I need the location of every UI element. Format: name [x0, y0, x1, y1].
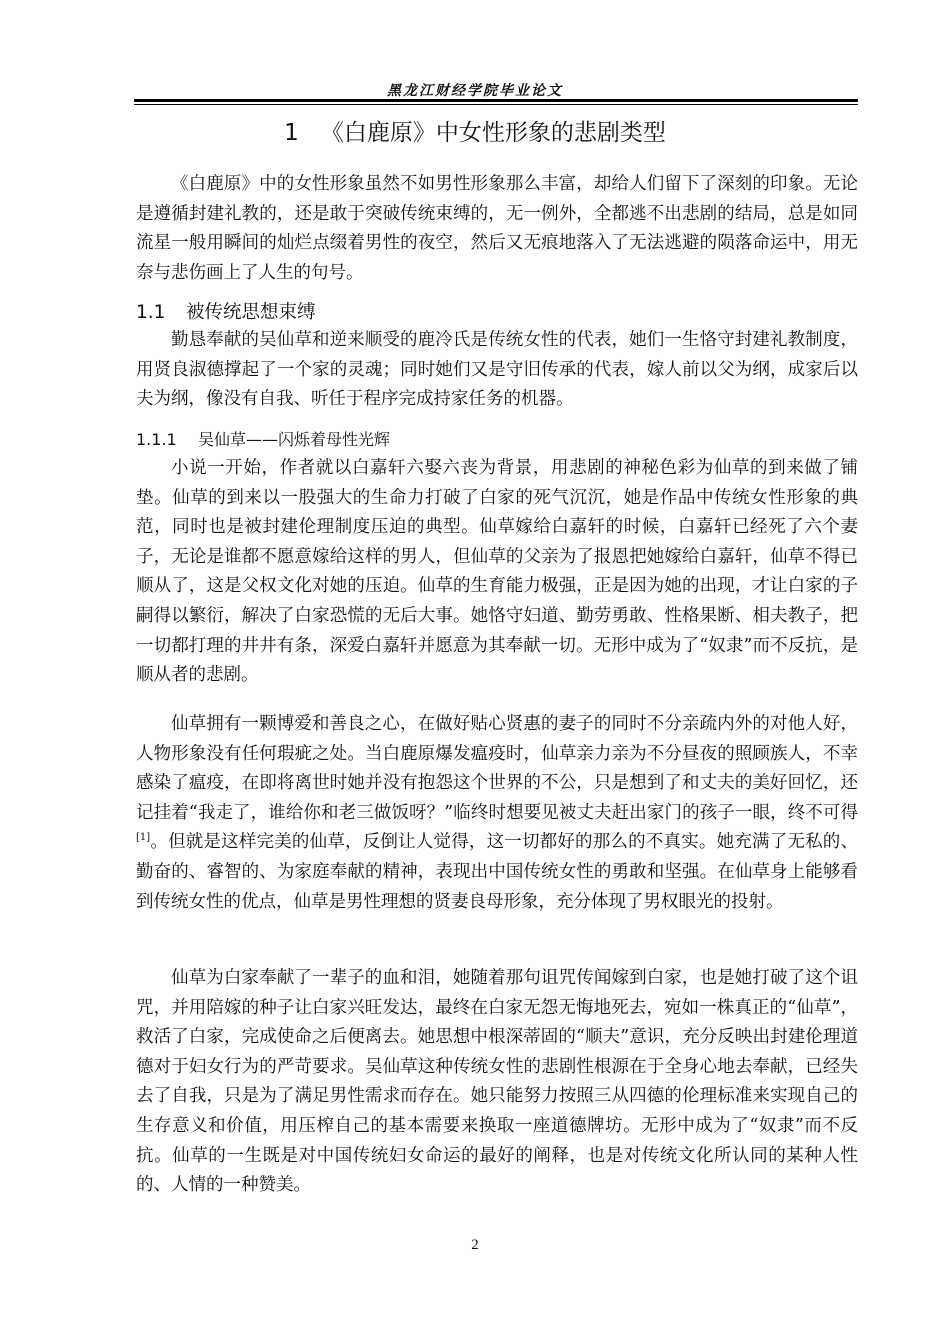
- page-number: 2: [471, 1237, 479, 1253]
- section-paragraph: 勤恳奉献的吴仙草和逆来顺受的鹿冷氏是传统女性的代表，她们一生恪守封建礼教制度，用贤良淑德撑起了一个家的灵魂；同时她们又是守旧传承的代表，嫁人前以父为纲，成家后以夫为纲，像没有自我、听任于程序完成持家任务的机器。: [136, 330, 858, 410]
- chapter-title-text: 《白鹿原》中女性形象的悲剧类型: [320, 120, 666, 146]
- subsection-number: 1.1.1: [136, 430, 177, 449]
- body-paragraph-3: 仙草为白家奉献了一辈子的血和泪，她随着那句诅咒传闻嫁到白家，也是她打破了这个诅咒，并用陪嫁的种子让白家兴旺发达，最终在白家无怨无悔地死去，宛如一株真正的“仙草”，救活了白家，完成使命之后便离去。她思想中根深蒂固的“顺夫”意识，充分反映出封建伦理道德对于妇女行为的严苛要求。吴仙草这种传统女性的悲剧性根源在于全身心地去奉献，已经失去了自我，只是为了满足男性需求而存在。她只能努力按照三从四德的伦理标准来实现自己的生存意义和价值，用压榨自己的基本需要来换取一座道德牌坊。无形中成为了“奴隶”而不反抗。仙草的一生既是对中国传统妇女命运的最好的阐释，也是对传统文化所认同的某种人性的、人情的一种赞美。: [136, 968, 858, 1196]
- citation-reference: [1]: [136, 832, 151, 844]
- subsection-title: 吴仙草——闪烁着母性光辉: [198, 430, 391, 449]
- section-heading: [136, 298, 316, 324]
- running-header: 黑龙江财经学院毕业论文: [387, 83, 563, 99]
- chapter-number: 1: [284, 120, 299, 146]
- section-number: 1.1: [136, 302, 166, 323]
- subsection-heading: [136, 427, 390, 450]
- paragraph-2-text-a: 仙草拥有一颗博爱和善良之心，在做好贴心贤惠的妻子的同时不分亲疏内外的对他人好，人物形象没有任何瑕疵之处。当白鹿原爆发瘟疫时，仙草亲力亲为不分昼夜的照顾族人，不幸感染了瘟疫，在即将离世时她并没有抱怨这个世界的不公，只是想到了和丈夫的美好回忆，还记挂着“我走了，谁给你和老三做饭呀？”临终时想要见被丈夫赶出家门的孩子一眼，终不可得: [136, 714, 858, 823]
- section-title: 被传统思想束缚: [186, 302, 316, 323]
- header-rule-thick: [134, 99, 858, 102]
- body-paragraph-1: 小说一开始，作者就以白嘉轩六娶六丧为背景，用悲剧的神秘色彩为仙草的到来做了铺垫。仙草的到来以一股强大的生命力打破了白家的死气沉沉，她是作品中传统女性形象的典范，同时也是被封建伦理制度压迫的典型。仙草嫁给白嘉轩的时候，白嘉轩已经死了六个妻子，无论是谁都不愿意嫁给这样的男人，但仙草的父亲为了报恩把她嫁给白嘉轩，仙草不得已顺从了，这是父权文化对她的压迫。仙草的生育能力极强，正是因为她的出现，才让白家的子嗣得以繁衍，解决了白家恐慌的无后大事。她恪守妇道、勤劳勇敢、性格果断、相夫教子，把一切都打理的井井有条，深爱白嘉轩并愿意为其奉献一切。无形中成为了“奴隶”而不反抗，是顺从者的悲剧。: [136, 458, 858, 686]
- chapter-title: [0, 114, 950, 147]
- intro-paragraph: 《白鹿原》中的女性形象虽然不如男性形象那么丰富，却给人们留下了深刻的印象。无论是遵循封建礼教的，还是敢于突破传统束缚的，无一例外，全都逃不出悲剧的结局，总是如同流星一般用瞬间的灿烂点缀着男性的夜空，然后又无痕地落入了无法逃避的陨落命运中，用无奈与悲伤画上了人生的句号。: [136, 174, 858, 283]
- paragraph-2-text-b: 。但就是这样完美的仙草，反倒让人觉得，这一切都好的那么的不真实。她充满了无私的、勤奋的、睿智的、为家庭奉献的精神，表现出中国传统女性的勇敢和坚强。在仙草身上能够看到传统女性的优点，仙草是男性理想的贤妻良母形象，充分体现了男权眼光的投射。: [136, 832, 858, 912]
- header-rule-thin: [134, 104, 858, 105]
- body-paragraph-2: [136, 710, 858, 917]
